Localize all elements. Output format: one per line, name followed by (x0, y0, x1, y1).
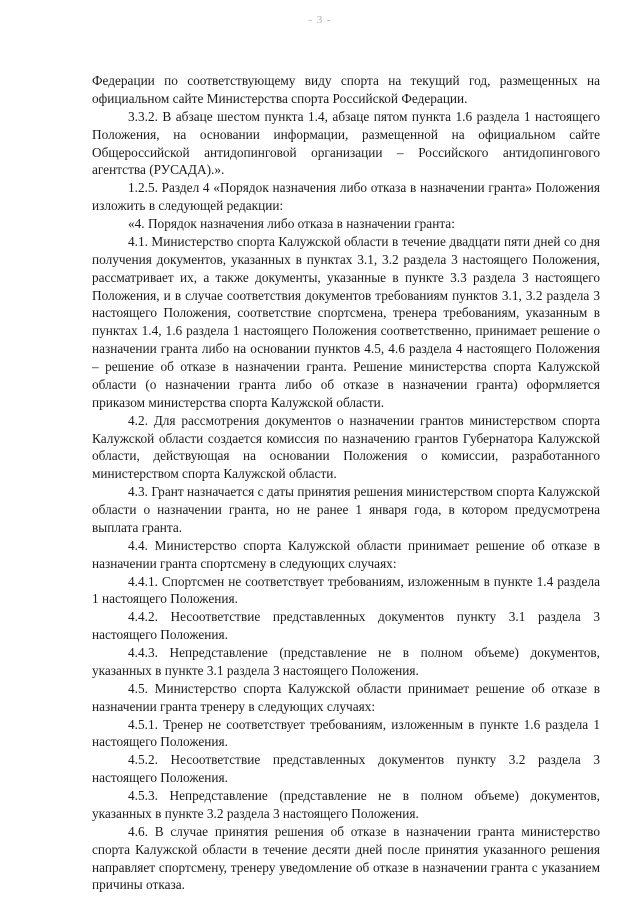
paragraph-4-5: 4.5. Министерство спорта Калужской области принимает решение об отказе в назначении гранта тренеру в следующих случаях: (92, 680, 600, 714)
paragraph-4-4: 4.4. Министерство спорта Калужской области принимает решение об отказе в назначении гранта спортсмену в следующих случаях: (92, 537, 600, 571)
paragraph-4-5-2: 4.5.2. Несоответствие представленных документов пункту 3.2 раздела 3 настоящего Положения. (92, 752, 600, 786)
paragraph-4-4-2: 4.4.2. Несоответствие представленных документов пункту 3.1 раздела 3 настоящего Положения. (92, 609, 600, 643)
paragraph-1-2-5: 1.2.5. Раздел 4 «Порядок назначения либо отказа в назначении гранта» Положения изложить в следующей редакции: (92, 180, 600, 214)
paragraph-4-1: 4.1. Министерство спорта Калужской области в течение двадцати пяти дней со дня получения документов, указанных в пунктах 3.1, 3.2 раздела 3 настоящего Положения, рассматривает их, а также документы, указанные в пункте 3.3 раздела 3 настоящего Положения, и в случае соответствия документов требованиям пунктов 3.1, 3.2 раздела 3 настоящего Положения, соответствие спортсмена, тренера требованиям, указанным в пунктах 1.4, 1.6 раздела 1 настоящего Положения соответственно, принимает решение о назначении гранта либо на основании пунктов 4.5, 4.6 раздела 4 настоящего Положения – решение об отказе в назначении гранта. Решение министерства спорта Калужской области (о назначении гранта либо об отказе в назначении гранта) оформляется приказом министерства спорта Калужской области. (92, 233, 600, 410)
paragraph-4-5-1: 4.5.1. Тренер не соответствует требованиям, изложенным в пункте 1.6 раздела 1 настоящего Положения. (92, 716, 600, 750)
paragraph-4-3: 4.3. Грант назначается с даты принятия решения министерством спорта Калужской области о назначении гранта, но не ранее 1 января года, в котором предусмотрена выплата гранта. (92, 484, 600, 535)
document-body (92, 72, 600, 894)
paragraph-continuation: Федерации по соответствующему виду спорта на текущий год, размещенных на официальном сайте Министерства спорта Российской Федерации. (92, 73, 600, 106)
paragraph-4-5-3: 4.5.3. Непредставление (представление не в полном объеме) документов, указанных в пункте 3.2 раздела 3 настоящего Положения. (92, 788, 600, 821)
paragraph-4-6: 4.6. В случае принятия решения об отказе в назначении гранта министерство спорта Калужской области в течение десяти дней после принятия указанного решения направляет спортсмену, тренеру уведомление об отказе в назначении гранта с указанием причины отказа. (92, 823, 600, 893)
paragraph-3-3-2: 3.3.2. В абзаце шестом пункта 1.4, абзаце пятом пункта 1.6 раздела 1 настоящего Положения, на основании информации, размещенной на официальном сайте Общероссийской антидопинговой организации – Российского антидопингового агентства (РУСАДА).». (92, 108, 600, 178)
page-number: - 3 - (308, 14, 332, 26)
paragraph-4-2: 4.2. Для рассмотрения документов о назначении грантов министерством спорта Калужской области создается комиссия по назначению грантов Губернатора Калужской области, действующая на основании Положения о комиссии, разработанного министерством спорта Калужской области. (92, 412, 600, 482)
paragraph-4-4-1: 4.4.1. Спортсмен не соответствует требованиям, изложенным в пункте 1.4 раздела 1 настоящего Положения. (92, 573, 600, 607)
section-4-heading: «4. Порядок назначения либо отказа в назначении гранта: (128, 216, 455, 231)
paragraph-4-4-3: 4.4.3. Непредставление (представление не в полном объеме) документов, указанных в пункте 3.1 раздела 3 настоящего Положения. (92, 645, 600, 678)
